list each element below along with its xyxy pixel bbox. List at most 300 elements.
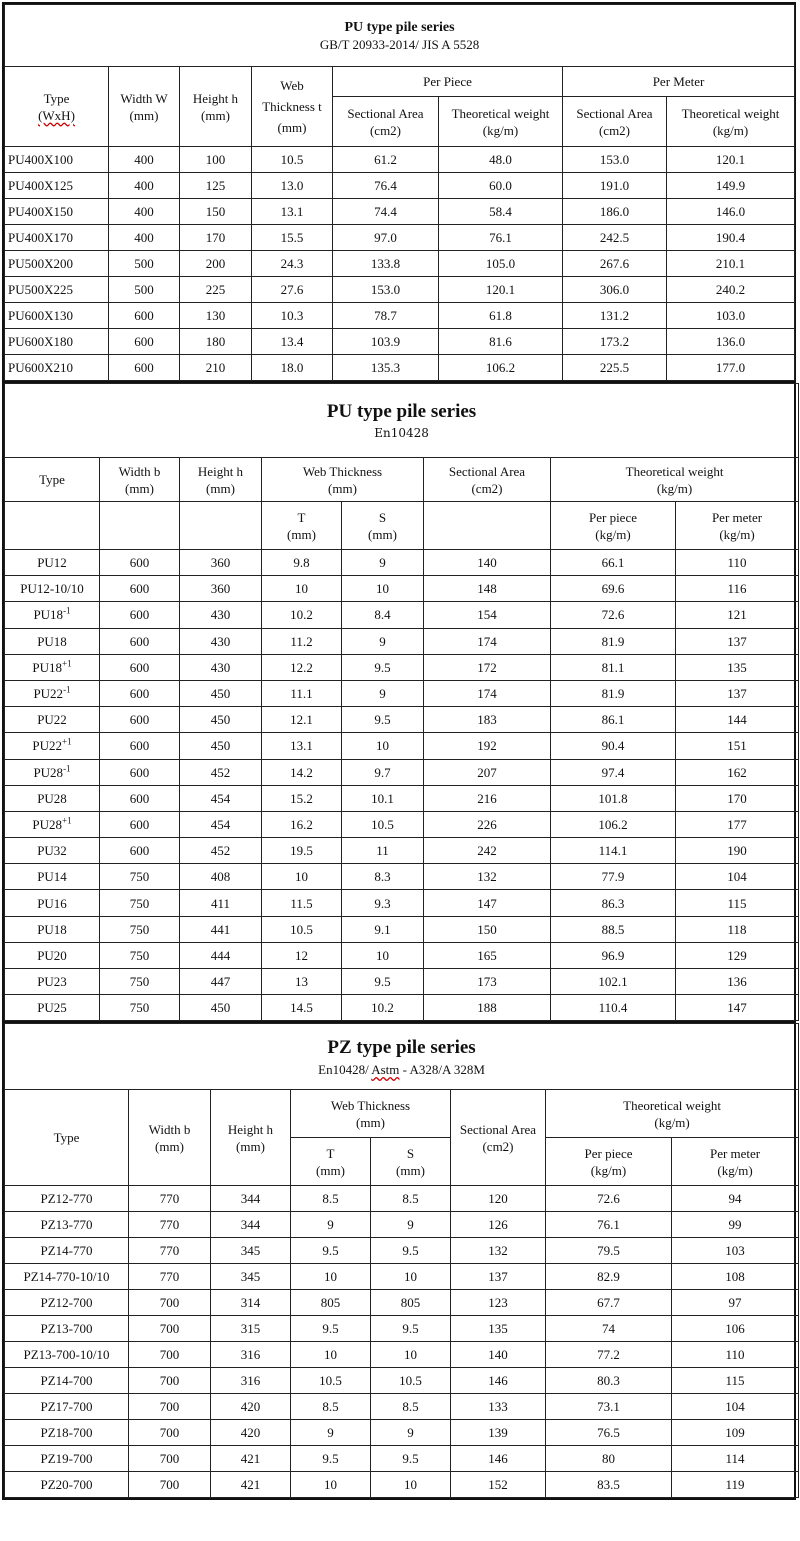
en-sub-empty-3 — [180, 502, 262, 550]
table-row — [5, 733, 799, 759]
value-cell: 10.3 — [252, 303, 333, 329]
pz-height-unit: (mm) — [236, 1138, 265, 1154]
meter-area-label: Sectional Area — [576, 105, 653, 121]
table-row — [5, 707, 799, 733]
header-type — [5, 67, 109, 147]
pz-width-unit: (mm) — [155, 1138, 184, 1154]
table-row — [5, 1186, 799, 1212]
value-cell: 10 — [342, 733, 424, 759]
value-cell: 8.5 — [371, 1394, 451, 1420]
pz-t-unit: (mm) — [316, 1162, 345, 1178]
type-cell — [5, 576, 100, 602]
value-cell: 173.2 — [563, 329, 667, 355]
pz-body — [5, 1186, 799, 1498]
value-cell: 108 — [672, 1264, 799, 1290]
value-cell: 207 — [424, 759, 551, 785]
en-web-label: Web Thickness — [302, 463, 383, 479]
type-cell: PZ14-700 — [5, 1368, 129, 1394]
value-cell: 131.2 — [563, 303, 667, 329]
header-width — [109, 67, 180, 147]
en-header-type: Type — [5, 458, 100, 502]
type-superscript: -1 — [63, 684, 71, 695]
value-cell: 8.5 — [291, 1186, 371, 1212]
value-cell: 192 — [424, 733, 551, 759]
value-cell: 10 — [371, 1342, 451, 1368]
value-cell: 104 — [676, 864, 799, 890]
value-cell: 700 — [129, 1472, 211, 1498]
value-cell: 76.5 — [546, 1420, 672, 1446]
value-cell: 151 — [676, 733, 799, 759]
type-cell: PZ18-700 — [5, 1420, 129, 1446]
value-cell: 408 — [180, 864, 262, 890]
header-height-unit: (mm) — [201, 107, 230, 123]
value-cell: 115 — [672, 1368, 799, 1394]
value-cell: 750 — [100, 995, 180, 1021]
value-cell: 10 — [291, 1342, 371, 1368]
value-cell: 132 — [424, 864, 551, 890]
en-header-area — [424, 458, 551, 502]
value-cell: 67.7 — [546, 1290, 672, 1316]
value-cell: 146 — [451, 1368, 546, 1394]
value-cell: 88.5 — [551, 916, 676, 942]
type-name: PU20 — [37, 947, 67, 963]
value-cell: 78.7 — [333, 303, 439, 329]
type-name: PU22 — [32, 738, 63, 754]
pz-sub-per-piece — [546, 1138, 672, 1186]
meter-area-unit: (cm2) — [598, 122, 631, 138]
en-web-unit: (mm) — [328, 480, 357, 496]
en-per-piece-unit: (kg/m) — [595, 526, 631, 542]
pu-gbt-table-section — [2, 2, 796, 383]
value-cell: 700 — [129, 1342, 211, 1368]
value-cell: 80 — [546, 1446, 672, 1472]
value-cell: 447 — [180, 969, 262, 995]
value-cell: 700 — [129, 1446, 211, 1472]
value-cell: 14.5 — [262, 995, 342, 1021]
type-name: PU28 — [32, 816, 63, 832]
type-name: PU28 — [37, 790, 67, 806]
pz-standard — [6, 1061, 797, 1078]
value-cell: 13.0 — [252, 173, 333, 199]
value-cell: 137 — [451, 1264, 546, 1290]
type-cell: PU400X170 — [5, 225, 109, 251]
type-cell — [5, 838, 100, 864]
value-cell: 146 — [451, 1446, 546, 1472]
value-cell: 600 — [100, 680, 180, 706]
type-name: PU32 — [37, 843, 67, 859]
value-cell: 452 — [180, 759, 262, 785]
table-row — [5, 173, 795, 199]
table-row — [5, 890, 799, 916]
value-cell: 165 — [424, 942, 551, 968]
value-cell: 10 — [291, 1264, 371, 1290]
value-cell: 600 — [100, 785, 180, 811]
value-cell: 190 — [676, 838, 799, 864]
header-width-label: Width W — [120, 90, 168, 106]
pz-width-label: Width b — [148, 1121, 191, 1137]
en-width-label: Width b — [118, 463, 161, 479]
pu-en-body — [5, 550, 799, 1021]
value-cell: 10.5 — [342, 811, 424, 837]
type-cell — [5, 628, 100, 654]
value-cell: 9.5 — [371, 1238, 451, 1264]
value-cell: 86.1 — [551, 707, 676, 733]
pz-header-weight — [546, 1090, 799, 1138]
value-cell: 360 — [180, 550, 262, 576]
pz-standard-suffix: - A328/A 328M — [399, 1062, 485, 1078]
header-web — [252, 67, 333, 147]
value-cell: 83.5 — [546, 1472, 672, 1498]
value-cell: 162 — [676, 759, 799, 785]
value-cell: 10 — [342, 576, 424, 602]
table-row — [5, 303, 795, 329]
en-area-label: Sectional Area — [448, 463, 526, 479]
type-cell: PU600X180 — [5, 329, 109, 355]
value-cell: 421 — [211, 1472, 291, 1498]
pz-header-area — [451, 1090, 546, 1186]
meter-weight-unit: (kg/m) — [712, 122, 749, 138]
value-cell: 115 — [676, 890, 799, 916]
type-cell: PZ14-770-10/10 — [5, 1264, 129, 1290]
value-cell: 114.1 — [551, 838, 676, 864]
value-cell: 700 — [129, 1420, 211, 1446]
table-row — [5, 916, 799, 942]
value-cell: 110 — [672, 1342, 799, 1368]
value-cell: 400 — [109, 199, 180, 225]
value-cell: 750 — [100, 864, 180, 890]
value-cell: 174 — [424, 628, 551, 654]
value-cell: 81.9 — [551, 628, 676, 654]
value-cell: 9.5 — [342, 707, 424, 733]
en-sub-empty-4 — [424, 502, 551, 550]
value-cell: 420 — [211, 1420, 291, 1446]
pz-per-piece-unit: (kg/m) — [590, 1162, 627, 1178]
value-cell: 10.5 — [291, 1368, 371, 1394]
value-cell: 750 — [100, 890, 180, 916]
value-cell: 12.2 — [262, 654, 342, 680]
type-cell: PZ13-700-10/10 — [5, 1342, 129, 1368]
value-cell: 700 — [129, 1290, 211, 1316]
value-cell: 16.2 — [262, 811, 342, 837]
value-cell: 110 — [676, 550, 799, 576]
pz-sub-per-meter — [672, 1138, 799, 1186]
value-cell: 430 — [180, 628, 262, 654]
value-cell: 76.1 — [546, 1212, 672, 1238]
en-height-unit: (mm) — [206, 480, 235, 496]
type-cell: PU500X200 — [5, 251, 109, 277]
en-weight-label: Theoretical weight — [625, 463, 724, 479]
value-cell: 120 — [451, 1186, 546, 1212]
pz-weight-label: Theoretical weight — [623, 1097, 721, 1113]
pz-s-label: S — [406, 1145, 415, 1161]
en-sub-per-piece — [551, 502, 676, 550]
header-type-sub: (WxH) — [38, 107, 75, 123]
value-cell: 450 — [180, 733, 262, 759]
type-cell — [5, 864, 100, 890]
value-cell: 97.4 — [551, 759, 676, 785]
table-row — [5, 628, 799, 654]
value-cell: 9 — [291, 1212, 371, 1238]
value-cell: 24.3 — [252, 251, 333, 277]
type-superscript: +1 — [62, 737, 72, 748]
en-t-unit: (mm) — [287, 526, 316, 542]
value-cell: 8.5 — [371, 1186, 451, 1212]
pz-weight-unit: (kg/m) — [654, 1114, 690, 1130]
value-cell: 135 — [676, 654, 799, 680]
value-cell: 86.3 — [551, 890, 676, 916]
value-cell: 225.5 — [563, 355, 667, 381]
value-cell: 133.8 — [333, 251, 439, 277]
value-cell: 19.5 — [262, 838, 342, 864]
value-cell: 13.1 — [262, 733, 342, 759]
value-cell: 13.4 — [252, 329, 333, 355]
header-piece-area — [333, 97, 439, 147]
pz-area-unit: (cm2) — [482, 1138, 514, 1154]
pz-area-label: Sectional Area — [459, 1121, 537, 1137]
value-cell: 149.9 — [667, 173, 795, 199]
value-cell: 27.6 — [252, 277, 333, 303]
type-cell — [5, 811, 100, 837]
table-row — [5, 1446, 799, 1472]
value-cell: 14.2 — [262, 759, 342, 785]
pz-table — [4, 1023, 799, 1498]
value-cell: 118 — [676, 916, 799, 942]
value-cell: 74.4 — [333, 199, 439, 225]
value-cell: 700 — [129, 1394, 211, 1420]
table-row — [5, 995, 799, 1021]
value-cell: 360 — [180, 576, 262, 602]
value-cell: 314 — [211, 1290, 291, 1316]
type-name: PU28 — [33, 764, 64, 780]
value-cell: 123 — [451, 1290, 546, 1316]
value-cell: 242 — [424, 838, 551, 864]
value-cell: 172 — [424, 654, 551, 680]
type-cell — [5, 680, 100, 706]
en-sub-s — [342, 502, 424, 550]
value-cell: 750 — [100, 942, 180, 968]
value-cell: 421 — [211, 1446, 291, 1472]
type-name: PU14 — [37, 869, 67, 885]
en-height-label: Height h — [197, 463, 244, 479]
value-cell: 126 — [451, 1212, 546, 1238]
value-cell: 600 — [100, 550, 180, 576]
value-cell: 190.4 — [667, 225, 795, 251]
value-cell: 81.9 — [551, 680, 676, 706]
value-cell: 600 — [100, 811, 180, 837]
header-web-unit: (mm) — [277, 120, 307, 135]
value-cell: 148 — [424, 576, 551, 602]
type-cell — [5, 654, 100, 680]
value-cell: 18.0 — [252, 355, 333, 381]
value-cell: 170 — [180, 225, 252, 251]
table-row — [5, 1368, 799, 1394]
value-cell: 15.2 — [262, 785, 342, 811]
value-cell: 139 — [451, 1420, 546, 1446]
table-row — [5, 759, 799, 785]
value-cell: 750 — [100, 969, 180, 995]
value-cell: 8.5 — [291, 1394, 371, 1420]
value-cell: 154 — [424, 602, 551, 628]
type-cell — [5, 942, 100, 968]
table-row — [5, 1290, 799, 1316]
pz-title: PZ type pile series — [327, 1037, 476, 1059]
en-area-unit: (cm2) — [471, 480, 503, 496]
table-row — [5, 969, 799, 995]
en-sub-t — [262, 502, 342, 550]
value-cell: 73.1 — [546, 1394, 672, 1420]
value-cell: 344 — [211, 1212, 291, 1238]
table-row — [5, 550, 799, 576]
value-cell: 177.0 — [667, 355, 795, 381]
value-cell: 345 — [211, 1238, 291, 1264]
pz-title-cell — [5, 1024, 799, 1090]
value-cell: 9 — [342, 628, 424, 654]
value-cell: 96.9 — [551, 942, 676, 968]
value-cell: 9 — [371, 1212, 451, 1238]
value-cell: 9 — [291, 1420, 371, 1446]
value-cell: 10 — [371, 1472, 451, 1498]
value-cell: 174 — [424, 680, 551, 706]
value-cell: 9.3 — [342, 890, 424, 916]
value-cell: 9.5 — [342, 969, 424, 995]
value-cell: 11.5 — [262, 890, 342, 916]
value-cell: 61.8 — [439, 303, 563, 329]
value-cell: 770 — [129, 1264, 211, 1290]
type-name: PU18 — [32, 659, 63, 675]
value-cell: 106 — [672, 1316, 799, 1342]
value-cell: 97.0 — [333, 225, 439, 251]
value-cell: 400 — [109, 173, 180, 199]
type-cell — [5, 602, 100, 628]
value-cell: 99 — [672, 1212, 799, 1238]
value-cell: 188 — [424, 995, 551, 1021]
value-cell: 600 — [109, 303, 180, 329]
value-cell: 600 — [100, 759, 180, 785]
type-cell — [5, 969, 100, 995]
table-row — [5, 355, 795, 381]
type-cell: PU400X100 — [5, 147, 109, 173]
piece-weight-label: Theoretical weight — [451, 105, 550, 121]
type-name: PU18 — [33, 607, 64, 623]
pu-en-table-section — [2, 383, 796, 1023]
type-cell: PZ12-700 — [5, 1290, 129, 1316]
value-cell: 454 — [180, 785, 262, 811]
value-cell: 81.1 — [551, 654, 676, 680]
value-cell: 420 — [211, 1394, 291, 1420]
table-row — [5, 602, 799, 628]
type-name: PU23 — [37, 974, 67, 990]
value-cell: 444 — [180, 942, 262, 968]
value-cell: 9.5 — [371, 1316, 451, 1342]
value-cell: 700 — [129, 1368, 211, 1394]
value-cell: 12.1 — [262, 707, 342, 733]
value-cell: 315 — [211, 1316, 291, 1342]
value-cell: 11.2 — [262, 628, 342, 654]
table-row — [5, 864, 799, 890]
value-cell: 100 — [180, 147, 252, 173]
type-cell: PZ20-700 — [5, 1472, 129, 1498]
value-cell: 129 — [676, 942, 799, 968]
value-cell: 454 — [180, 811, 262, 837]
value-cell: 600 — [100, 654, 180, 680]
value-cell: 600 — [100, 707, 180, 733]
pu-en-table — [4, 383, 799, 1021]
type-cell: PZ19-700 — [5, 1446, 129, 1472]
value-cell: 450 — [180, 707, 262, 733]
value-cell: 13 — [262, 969, 342, 995]
en-weight-unit: (kg/m) — [656, 480, 693, 496]
type-cell — [5, 785, 100, 811]
value-cell: 103 — [672, 1238, 799, 1264]
table-row — [5, 1212, 799, 1238]
value-cell: 101.8 — [551, 785, 676, 811]
value-cell: 10 — [342, 942, 424, 968]
value-cell: 805 — [371, 1290, 451, 1316]
header-piece-weight — [439, 97, 563, 147]
type-cell: PU600X130 — [5, 303, 109, 329]
value-cell: 170 — [676, 785, 799, 811]
en-header-width — [100, 458, 180, 502]
value-cell: 147 — [424, 890, 551, 916]
pz-web-label: Web Thickness — [330, 1097, 411, 1113]
header-meter-area — [563, 97, 667, 147]
en-width-unit: (mm) — [125, 480, 154, 496]
value-cell: 500 — [109, 251, 180, 277]
type-cell — [5, 759, 100, 785]
type-cell: PZ12-770 — [5, 1186, 129, 1212]
value-cell: 345 — [211, 1264, 291, 1290]
value-cell: 90.4 — [551, 733, 676, 759]
value-cell: 109 — [672, 1420, 799, 1446]
value-cell: 411 — [180, 890, 262, 916]
value-cell: 750 — [100, 916, 180, 942]
type-cell — [5, 707, 100, 733]
value-cell: 105.0 — [439, 251, 563, 277]
table-row — [5, 1264, 799, 1290]
value-cell: 121 — [676, 602, 799, 628]
en-per-meter-label: Per meter — [711, 509, 763, 525]
value-cell: 72.6 — [551, 602, 676, 628]
value-cell: 10 — [262, 576, 342, 602]
value-cell: 135 — [451, 1316, 546, 1342]
value-cell: 9 — [342, 680, 424, 706]
value-cell: 600 — [100, 602, 180, 628]
value-cell: 125 — [180, 173, 252, 199]
value-cell: 8.4 — [342, 602, 424, 628]
pu-gbt-standard: GB/T 20933-2014/ JIS A 5528 — [319, 36, 480, 52]
pz-per-meter-unit: (kg/m) — [717, 1162, 753, 1178]
type-cell — [5, 916, 100, 942]
value-cell: 15.5 — [252, 225, 333, 251]
type-superscript: -1 — [63, 763, 71, 774]
type-cell — [5, 733, 100, 759]
en-per-meter-unit: (kg/m) — [719, 526, 755, 542]
value-cell: 120.1 — [439, 277, 563, 303]
type-name: PU22 — [33, 686, 64, 702]
value-cell: 133 — [451, 1394, 546, 1420]
value-cell: 226 — [424, 811, 551, 837]
value-cell: 430 — [180, 602, 262, 628]
table-row — [5, 1420, 799, 1446]
meter-weight-label: Theoretical weight — [681, 105, 780, 121]
table-row — [5, 1342, 799, 1368]
value-cell: 210.1 — [667, 251, 795, 277]
value-cell: 116 — [676, 576, 799, 602]
value-cell: 450 — [180, 995, 262, 1021]
value-cell: 103.0 — [667, 303, 795, 329]
pz-header-width — [129, 1090, 211, 1186]
value-cell: 110.4 — [551, 995, 676, 1021]
